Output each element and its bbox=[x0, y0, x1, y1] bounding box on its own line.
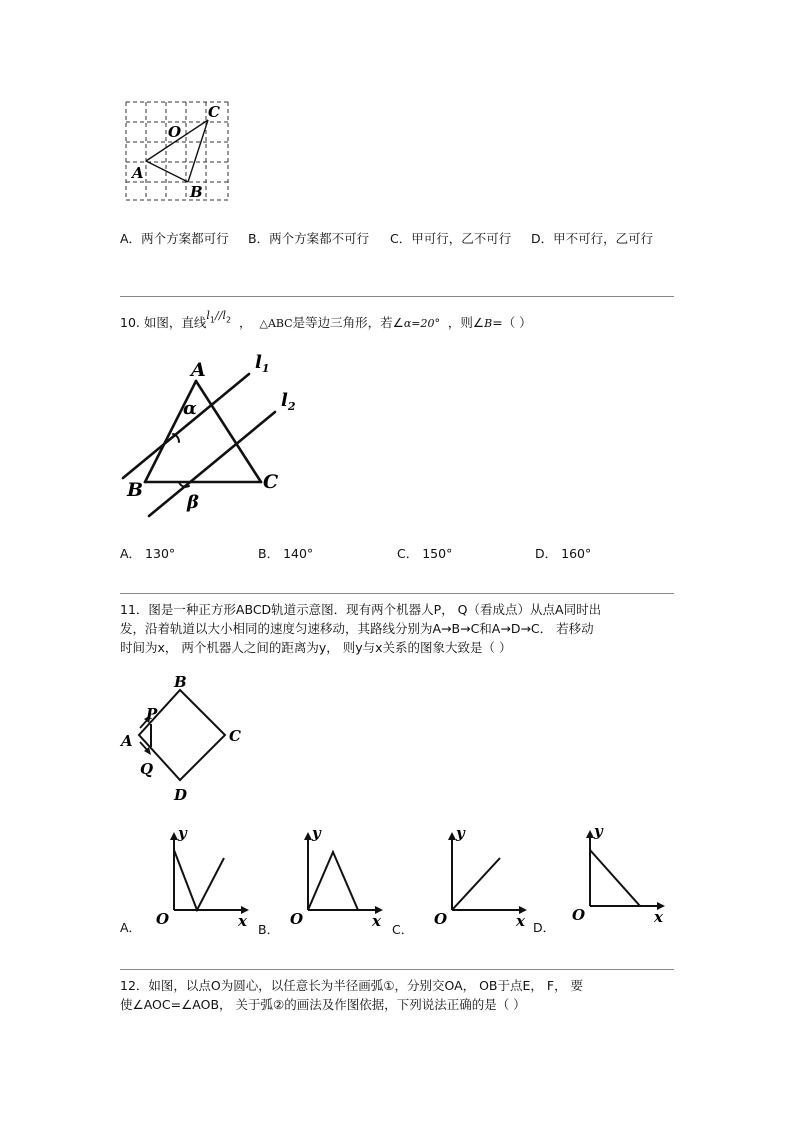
q10-option-c[interactable]: C． 150° bbox=[397, 546, 453, 561]
label-l1: $l_1$ bbox=[255, 352, 270, 375]
alpha-arc bbox=[173, 434, 179, 442]
q11-option-c[interactable]: C． bbox=[392, 922, 414, 937]
label-c: C bbox=[229, 727, 241, 745]
q9-option-b[interactable]: B．两个方案都不可行 bbox=[248, 231, 370, 246]
svg-text:O: O bbox=[434, 910, 448, 928]
label-c: C bbox=[208, 103, 220, 121]
svg-text:x: x bbox=[372, 912, 381, 930]
label-a: A bbox=[132, 164, 144, 182]
label-a: A bbox=[191, 359, 206, 381]
q12-stem: 12．如图，以点O为圆心，以任意长为半径画弧①，分别交OA， OB于点E， F， 要 使∠AOC=∠AOB， 关于弧②的画法及作图依据，下列说法正确的是（ ） bbox=[120, 978, 584, 1012]
q11-square-figure bbox=[118, 672, 248, 806]
label-d: D bbox=[174, 786, 188, 804]
label-l2: $l_2$ bbox=[281, 390, 296, 413]
q11-graph-b[interactable] bbox=[284, 822, 394, 930]
label-beta: β bbox=[187, 492, 199, 513]
divider bbox=[120, 296, 674, 297]
label-b: B bbox=[190, 183, 203, 201]
parallel-notation: $l_1//l_2$ bbox=[206, 309, 232, 325]
divider bbox=[120, 969, 674, 970]
svg-text:y: y bbox=[312, 824, 321, 842]
label-a: A bbox=[121, 732, 133, 750]
q11-stem: 11．图是一种正方形ABCD轨道示意图．现有两个机器人P， Q（看成点）从点A同时出 发，沿着轨道以大小相同的速度匀速移动，其路线分别为A→B→C和A→D→C． 若移动 时间为x， 两个机器人之间的距离为y， 则y与x关系的图象大致是（ ） bbox=[120, 602, 602, 655]
svg-text:y: y bbox=[594, 822, 603, 840]
q10-figure bbox=[115, 350, 305, 520]
divider bbox=[120, 593, 674, 594]
svg-text:x: x bbox=[516, 912, 525, 930]
q11-graph-d[interactable] bbox=[566, 820, 676, 928]
q9-option-d[interactable]: D．甲不可行，乙可行 bbox=[531, 231, 654, 246]
line-l1 bbox=[123, 374, 249, 478]
q10-option-b[interactable]: B． 140° bbox=[258, 546, 314, 561]
q10-option-a[interactable]: A． 130° bbox=[120, 546, 176, 561]
q11-option-d[interactable]: D． bbox=[533, 920, 556, 935]
q9-grid-figure bbox=[120, 96, 236, 208]
line-l2 bbox=[149, 412, 275, 516]
svg-text:y: y bbox=[178, 824, 187, 842]
label-alpha: α bbox=[183, 398, 197, 419]
q9-option-c[interactable]: C．甲可行，乙不可行 bbox=[390, 231, 512, 246]
label-p: P bbox=[146, 705, 158, 723]
svg-text:O: O bbox=[156, 910, 170, 928]
q10-stem: 10. 如图，直线$l_1//l_2$ ， △ABC是等边三角形，若∠α=20° ，则∠B=（ ） bbox=[120, 309, 532, 330]
label-o: O bbox=[168, 123, 182, 141]
label-b: B bbox=[127, 479, 144, 501]
label-q: Q bbox=[140, 760, 154, 778]
q11-graph-a[interactable] bbox=[150, 822, 260, 930]
label-b: B bbox=[174, 673, 187, 691]
svg-text:O: O bbox=[290, 910, 304, 928]
q11-option-b[interactable]: B． bbox=[258, 922, 280, 937]
q11-graph-c[interactable] bbox=[428, 822, 538, 930]
q9-option-a[interactable]: A．两个方案都可行 bbox=[120, 231, 229, 246]
svg-text:x: x bbox=[654, 908, 663, 926]
svg-text:x: x bbox=[238, 912, 247, 930]
svg-text:y: y bbox=[456, 824, 465, 842]
side-ab bbox=[145, 381, 196, 482]
svg-text:O: O bbox=[572, 906, 586, 924]
q11-option-a[interactable]: A． bbox=[120, 920, 142, 935]
label-c: C bbox=[263, 471, 279, 493]
q10-option-d[interactable]: D． 160° bbox=[535, 546, 592, 561]
